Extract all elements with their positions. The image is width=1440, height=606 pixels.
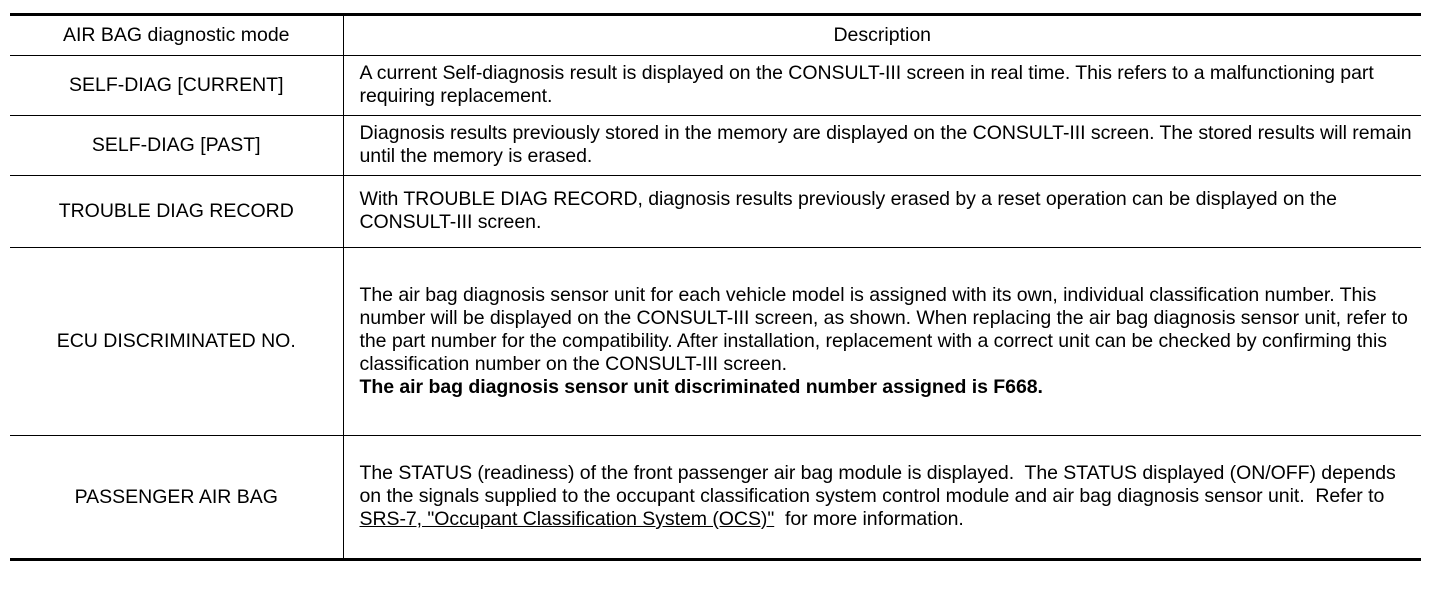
description-text: The STATUS (readiness) of the front passenger air bag module is displayed. The STATUS displayed (ON/OFF) depends on the signals supplied to the occupant classification system control module and air bag diagnosis sensor unit. Refer to xyxy=(359,462,1402,507)
discriminated-number-note: The air bag diagnosis sensor unit discriminated number assigned is F668. xyxy=(359,375,1043,398)
air-bag-diagnostic-mode-table xyxy=(10,13,1421,561)
mode-cell: SELF-DIAG [PAST] xyxy=(10,116,343,176)
table-row-passenger-air-bag xyxy=(10,436,1421,560)
mode-cell: TROUBLE DIAG RECORD xyxy=(10,176,343,248)
table-row-self-diag-current xyxy=(10,56,1421,116)
description-text: The air bag diagnosis sensor unit for each vehicle model is assigned with its own, individual classification number. This number will be displayed on the CONSULT-III screen, as shown. When replacing the air bag diagnosis sensor unit, refer to the part number for the compatibility. After installation, replacement with a correct unit can be checked by confirming this classification number on the CONSULT-III screen. xyxy=(359,283,1408,375)
header-description: Description xyxy=(343,15,1421,56)
description-cell xyxy=(343,116,1421,176)
table-header-row xyxy=(10,15,1421,56)
header-mode: AIR BAG diagnostic mode xyxy=(10,15,343,56)
description-text-end: for more information. xyxy=(774,508,964,530)
table-row-ecu-discriminated-no xyxy=(10,248,1421,436)
air-bag-diagnostic-mode-table-container xyxy=(10,13,1421,561)
description-text: Diagnosis results previously stored in the memory are displayed on the CONSULT-III screen. The stored results will remain until the memory is erased. xyxy=(359,122,1412,167)
mode-cell: SELF-DIAG [CURRENT] xyxy=(10,56,343,116)
description-cell xyxy=(343,436,1421,560)
description-cell xyxy=(343,248,1421,436)
description-text: With TROUBLE DIAG RECORD, diagnosis results previously erased by a reset operation can be displayed on the CONSULT-III screen. xyxy=(359,188,1337,233)
ocs-reference-link[interactable]: SRS-7, "Occupant Classification System (OCS)" xyxy=(359,508,775,530)
table-row-self-diag-past xyxy=(10,116,1421,176)
description-text: A current Self-diagnosis result is displayed on the CONSULT-III screen in real time. This refers to a malfunctioning part requiring replacement. xyxy=(359,62,1374,107)
mode-cell: PASSENGER AIR BAG xyxy=(10,436,343,560)
description-cell xyxy=(343,56,1421,116)
description-cell xyxy=(343,176,1421,248)
mode-cell: ECU DISCRIMINATED NO. xyxy=(10,248,343,436)
table-row-trouble-diag-record xyxy=(10,176,1421,248)
